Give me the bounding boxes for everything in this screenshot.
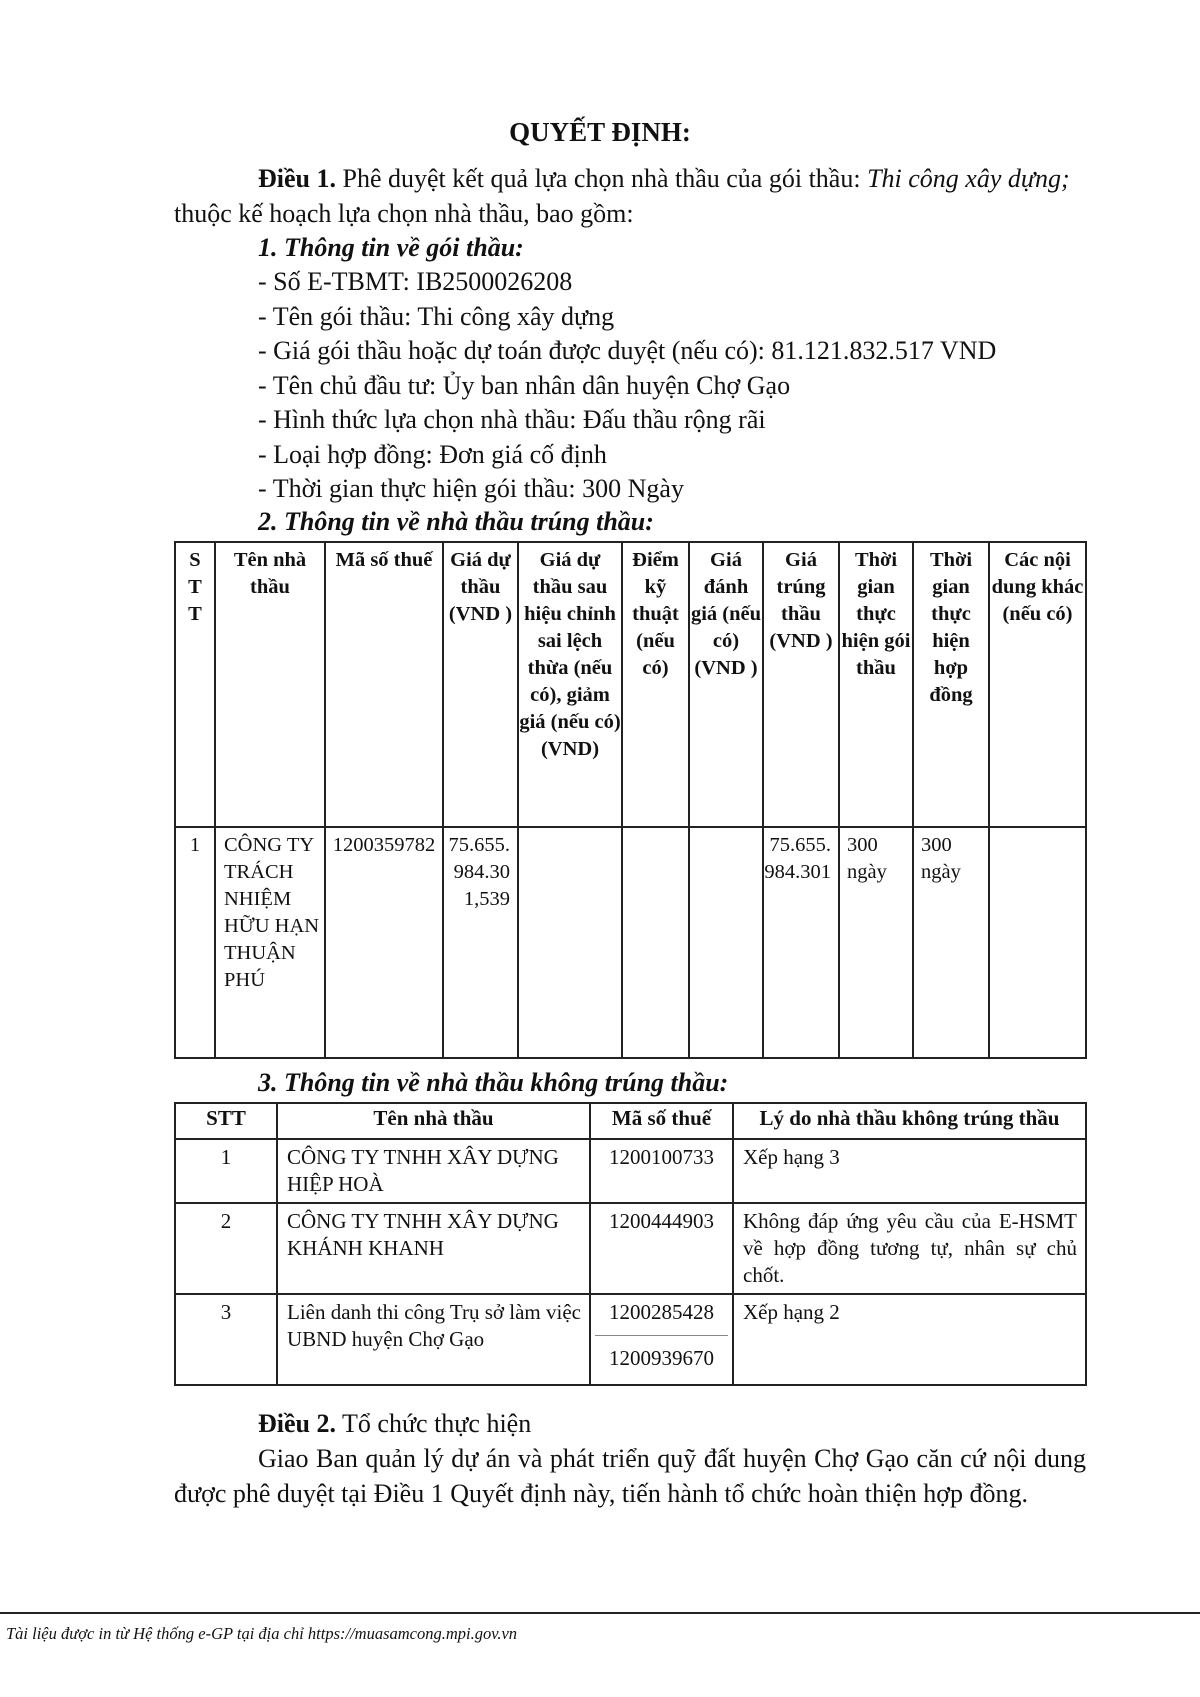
section-1-heading: 1. Thông tin về gói thầu: [258,233,524,262]
winner-tax-code: 1200359782 [325,827,443,1058]
loser-header-row [175,1103,1086,1139]
winner-bid-price: 75.655.984.301,539 [443,827,518,1058]
table-row [175,1294,1086,1385]
winner-stt: 1 [175,827,215,1058]
table-row [175,1203,1086,1294]
winner-winning-price: 75.655.984.301 [763,827,839,1058]
info-line-investor: - Tên chủ đầu tư: Ủy ban nhân dân huyện Chợ Gạo [258,371,791,400]
article-2-body: Giao Ban quản lý dự án và phát triển quỹ đất huyện Chợ Gạo căn cứ nội dung được phê duyệt tại Điều 1 Quyết định này, tiến hành tổ chức hoàn thiện hợp đồng. [174,1444,1086,1508]
table-row [175,1139,1086,1203]
winner-technical-score [622,827,689,1058]
article-1-package-name: Thi công xây dựng; [867,164,1070,193]
loser-name: Liên danh thi công Trụ sở làm việc UBND huyện Chợ Gạo [277,1294,590,1385]
header-winning-price: Giá trúng thầu (VND ) [763,542,839,827]
article-1-label: Điều 1. [258,164,336,193]
loser-header-tax-code: Mã số thuế [590,1103,733,1139]
loser-header-reason: Lý do nhà thầu không trúng thầu [733,1103,1086,1139]
article-2-heading [258,1407,531,1442]
info-line-duration: - Thời gian thực hiện gói thầu: 300 Ngày [258,474,684,503]
info-line-package-name: - Tên gói thầu: Thi công xây dựng [258,302,615,331]
article-2-label: Điều 2. [258,1409,336,1438]
loser-header-name: Tên nhà thầu [277,1103,590,1139]
winner-package-duration: 300 ngày [839,827,913,1058]
winner-evaluated-price [689,827,763,1058]
header-other-content: Các nội dung khác (nếu có) [989,542,1086,827]
loser-reason: Xếp hạng 2 [733,1294,1086,1385]
header-technical-score: Điểm kỹ thuật (nếu có) [622,542,689,827]
footer-divider [0,1612,1200,1614]
loser-tax-code-2: 1200939670 [609,1346,714,1370]
table-row [175,827,1086,1058]
section-3-heading: 3. Thông tin về nhà thầu không trúng thầu: [258,1068,729,1097]
loser-tax-code-cell [590,1294,733,1385]
info-line-tbmt: - Số E-TBMT: IB2500026208 [258,267,573,296]
loser-name: CÔNG TY TNHH XÂY DỰNG HIỆP HOÀ [277,1139,590,1203]
article-1-text-b: thuộc kế hoạch lựa chọn nhà thầu, bao gồm: [174,198,634,228]
header-evaluated-price: Giá đánh giá (nếu có) (VND ) [689,542,763,827]
loser-stt: 1 [175,1139,277,1203]
footer-note: Tài liệu được in từ Hệ thống e-GP tại địa chỉ https://muasamcong.mpi.gov.vn [6,1624,518,1643]
loser-reason: Xếp hạng 3 [733,1139,1086,1203]
loser-name: CÔNG TY TNHH XÂY DỰNG KHÁNH KHANH [277,1203,590,1294]
header-contract-duration: Thời gian thực hiện hợp đồng [913,542,989,827]
winner-name: CÔNG TY TRÁCH NHIỆM HỮU HẠN THUẬN PHÚ [215,827,325,1058]
winner-contract-duration: 300 ngày [913,827,989,1058]
loser-stt: 2 [175,1203,277,1294]
loser-stt: 3 [175,1294,277,1385]
header-tax-code: Mã số thuế [325,542,443,827]
losing-contractor-table [174,1102,1087,1386]
header-adjusted-price: Giá dự thầu sau hiệu chỉnh sai lệch thừa (nếu có), giảm giá (nếu có) (VND) [518,542,622,827]
article-1-text-a: Phê duyệt kết quả lựa chọn nhà thầu của gói thầu: [336,164,868,193]
loser-reason: Không đáp ứng yêu cầu của E-HSMT về hợp đồng tương tự, nhân sự chủ chốt. [733,1203,1086,1294]
header-bid-price: Giá dự thầu (VND ) [443,542,518,827]
header-contractor-name: Tên nhà thầu [215,542,325,827]
header-stt: S T T [175,542,215,827]
winner-other-content [989,827,1086,1058]
section-2-heading: 2. Thông tin về nhà thầu trúng thầu: [258,507,654,536]
loser-tax-code: 1200100733 [590,1139,733,1203]
info-line-package-price: - Giá gói thầu hoặc dự toán được duyệt (nếu có): 81.121.832.517 VND [258,336,997,365]
article-2-title: Tổ chức thực hiện [336,1409,532,1438]
header-package-duration: Thời gian thực hiện gói thầu [839,542,913,827]
loser-tax-code: 1200444903 [590,1203,733,1294]
info-line-contract-type: - Loại hợp đồng: Đơn giá cố định [258,440,607,469]
winning-contractor-table [174,541,1087,1059]
winner-header-row [175,542,1086,827]
winner-adjusted-price [518,827,622,1058]
info-line-selection-method: - Hình thức lựa chọn nhà thầu: Đấu thầu rộng rãi [258,405,766,434]
loser-tax-code: 1200285428 [595,1295,728,1336]
article-1-paragraph [174,162,1086,231]
loser-header-stt: STT [175,1103,277,1139]
document-title: QUYẾT ĐỊNH: [509,117,691,147]
